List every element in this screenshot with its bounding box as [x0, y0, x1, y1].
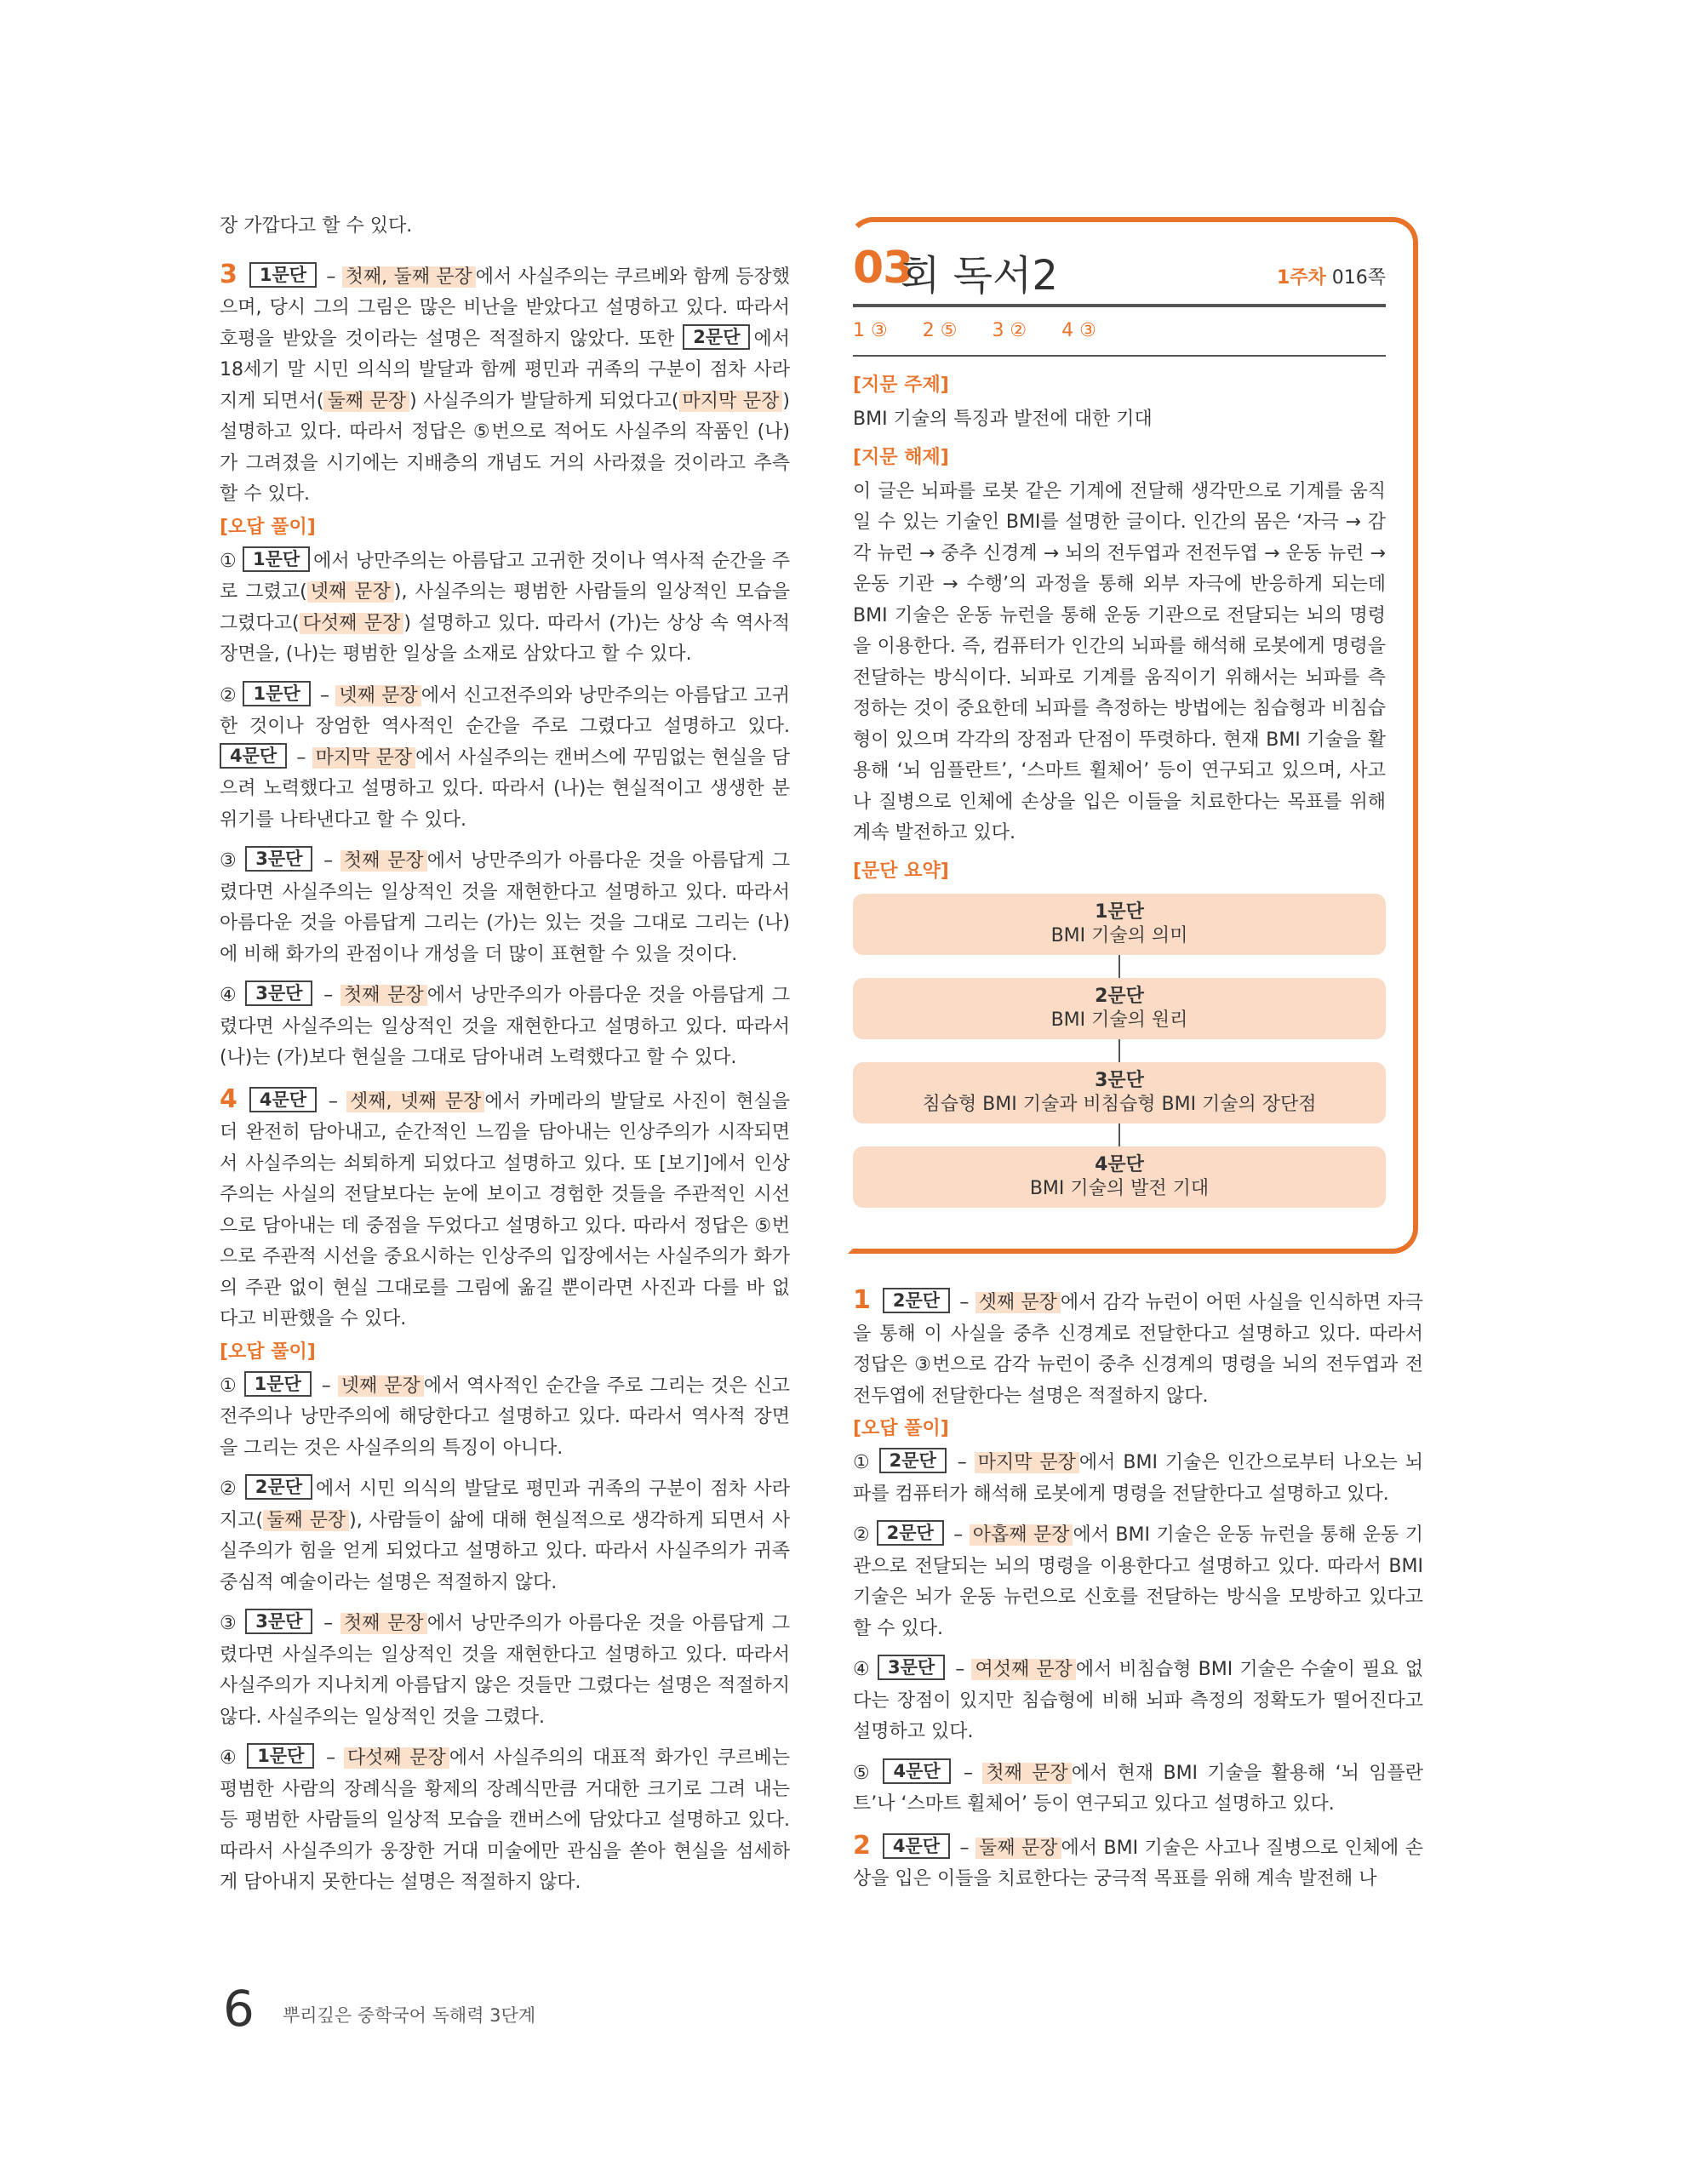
flow-box-4 — [853, 1146, 1386, 1208]
paragraph-tag: 2문단 — [877, 1520, 944, 1546]
question-number: 4 — [220, 1083, 237, 1114]
summary-flow — [853, 894, 1386, 1208]
wrong-answer-item: ① 1문단 에서 낭만주의는 아름답고 고귀한 것이나 역사적 순간을 주로 그렸고( 넷째 문장 ), 사실주의는 평범한 사람들의 일상적인 모습을 그렸다고( 다섯째 문장 ) 설명하고 있다. 따라서 (가)는 상상 속 역사적 장면을, (나)는 평범한 일상을 소재로 삼았다고 할 수 있다. — [220, 546, 790, 671]
question-number: 2 — [853, 1830, 871, 1861]
right-column — [853, 1285, 1423, 1895]
sentence-highlight: 넷째 문장 — [335, 685, 420, 706]
sentence-highlight: 첫째 문장 — [340, 985, 427, 1006]
flow-box-3 — [853, 1062, 1386, 1123]
q4-wrong-list — [220, 1371, 790, 1899]
bracket-text: [보기] — [659, 1152, 710, 1175]
flow-box-1 — [853, 894, 1386, 955]
q3-wrong-title: [오답 풀이] — [220, 516, 316, 538]
left-column — [220, 211, 790, 1899]
flow-connector — [1118, 1039, 1120, 1062]
q3-explanation: 3 1문단 – 첫째, 둘째 문장 에서 사실주의는 쿠르베와 함께 등장했으며, 당시 그의 그림은 많은 비난을 받았다고 설명하고 있다. 따라서 호평을 받았을 것이라는 설명은 적절하지 않았다. 또한 2문단 에서 18세기 말 시민 의식의 발달과 함께 평민과 귀족의 구분이 점차 사라지게 되면서( 둘째 문장 ) 사실주의가 발달하게 되었다고( 마지막 문장 ) 설명하고 있다. 따라서 정답은 ⑤번으로 적어도 사실주의 작품인 (나)가 그려졌을 시기에는 지배층의 개념도 거의 사라졌을 것이라고 추측할 수 있다. — [220, 259, 790, 505]
wrong-answer-item: ② 2문단 – 아홉째 문장 에서 BMI 기술은 운동 뉴런을 통해 운동 기관으로 전달되는 뇌의 명령을 이용한다고 설명하고 있다. 따라서 BMI 기술은 뇌가 운동 뉴런으로 신호를 전달하는 방식을 모방하고 있다고 할 수 있다. — [853, 1520, 1423, 1644]
box-ref-week: 1주차 — [1276, 267, 1326, 289]
sentence-highlight: 첫째 문장 — [340, 1613, 427, 1634]
paragraph-tag: 4문단 — [883, 1758, 950, 1784]
box-page-ref — [1277, 263, 1386, 289]
paragraph-tag: 2문단 — [883, 1288, 950, 1313]
paragraph-tag: 3문단 — [878, 1655, 945, 1680]
paragraph-tag: 1문단 — [247, 1743, 314, 1769]
answer-box — [853, 226, 1386, 1208]
box-ref-page: 016쪽 — [1325, 267, 1386, 289]
answer-4: 4 ③ — [1061, 320, 1096, 341]
explain-text: 이 글은 뇌파를 로봇 같은 기계에 전달해 생각만으로 기계를 움직일 수 있는 기술인 BMI를 설명한 글이다. 인간의 몸은 ‘자극 → 감각 뉴런 → 중추 신경계 → 뇌의 전두엽과 전전두엽 → 운동 뉴런 → 운동 기관 → 수행’의 과정을 통해 외부 자극에 반응하게 되는데 BMI 기술은 운동 뉴런을 통해 운동 기관으로 전달되는 뇌의 명령을 이용한다. 즉, 컴퓨터가 인간의 뇌파를 해석해 로봇에게 명령을 전달하는 방식이다. 뇌파로 기계를 움직이기 위해서는 뇌파를 측정하는 것이 중요한데 뇌파를 측정하는 방법에는 침습형과 비침습형이 있으며 각각의 장점과 단점이 뚜렷하다. 현재 BMI 기술을 활용해 ‘뇌 임플란트’, ‘스마트 휠체어’ 등이 연구되고 있으며, 사고나 질병으로 인체에 손상을 입은 이들을 치료한다는 목표를 위해 계속 발전하고 있다. — [853, 480, 1386, 843]
paragraph-tag: 2문단 — [879, 1448, 947, 1473]
sentence-highlight: 넷째 문장 — [307, 581, 394, 603]
book-title: 뿌리깊은 중학국어 독해력 3단계 — [283, 2005, 536, 2026]
q2-explanation: 2 4문단 – 둘째 문장 에서 BMI 기술은 사고나 질병으로 인체에 손상을 입은 이들을 치료한다는 궁극적 목표를 위해 계속 발전해 나 — [853, 1830, 1423, 1890]
top-text: 장 가깝다고 할 수 있다. — [220, 215, 413, 237]
flow-title: 3문단 — [1095, 1069, 1144, 1091]
sentence-highlight: 다섯째 문장 — [300, 613, 404, 634]
flow-box-2 — [853, 978, 1386, 1039]
wrong-answer-item: ④ 1문단 – 다섯째 문장 에서 사실주의의 대표적 화가인 쿠르베는 평범한 사람의 장례식을 황제의 장례식만큼 거대한 크기로 그려 내는 등 평범한 사람들의 일상적 모습을 캔버스에 담았다고 설명하고 있다. 따라서 사실주의가 웅장한 거대 미술에만 관심을 쏟아 현실을 섬세하게 담아내지 못한다는 설명은 적절하지 않다. — [220, 1743, 790, 1899]
question-number: 3 — [220, 259, 237, 289]
wrong-answer-item: ② 2문단 에서 시민 의식의 발달로 평민과 귀족의 구분이 점차 사라지고( 둘째 문장 ), 사람들이 삶에 대해 현실적으로 생각하게 되면서 사실주의가 힘을 얻게 되었다고 설명하고 있다. 따라서 사실주의가 귀족 중심적 예술이라는 설명은 적절하지 않다. — [220, 1474, 790, 1598]
q1-wrong-title: [오답 풀이] — [853, 1418, 949, 1439]
sentence-highlight: 첫째 문장 — [340, 850, 427, 872]
sentence-highlight: 마지막 문장 — [975, 1452, 1079, 1473]
box-title-number: 03 — [853, 243, 913, 294]
sentence-highlight: 둘째 문장 — [323, 391, 409, 412]
flow-desc: BMI 기술의 의미 — [1050, 924, 1188, 946]
question-number: 1 — [853, 1285, 871, 1315]
flow-title: 4문단 — [1095, 1153, 1144, 1175]
sentence-highlight: 여섯째 문장 — [971, 1659, 1075, 1680]
answer-divider — [853, 355, 1386, 357]
flow-desc: BMI 기술의 원리 — [1050, 1009, 1188, 1031]
flow-connector — [1118, 1123, 1120, 1146]
wrong-answer-item: ④ 3문단 – 첫째 문장 에서 낭만주의가 아름다운 것을 아름답게 그렸다면 사실주의는 일상적인 것을 재현한다고 설명하고 있다. 따라서 (나)는 (가)보다 현실을 그대로 담아내려 노력했다고 할 수 있다. — [220, 981, 790, 1074]
flow-desc: 침습형 BMI 기술과 비침습형 BMI 기술의 장단점 — [922, 1093, 1317, 1115]
paragraph-tag: 1문단 — [243, 681, 310, 706]
sentence-highlight: 둘째 문장 — [263, 1510, 349, 1531]
paragraph-tag: 2문단 — [683, 324, 750, 350]
flow-connector — [1118, 955, 1120, 978]
paragraph-tag: 1문단 — [243, 546, 310, 572]
box-title — [853, 226, 1386, 304]
paragraph-tag: 4문단 — [220, 743, 287, 769]
wrong-answer-item: ① 1문단 – 넷째 문장 에서 역사적인 순간을 주로 그리는 것은 신고전주의나 낭만주의에 해당한다고 설명하고 있다. 따라서 역사적 장면을 그리는 것은 사실주의의 특징이 아니다. — [220, 1371, 790, 1465]
paragraph-tag: 1문단 — [249, 262, 317, 288]
paragraph-tag: 4문단 — [883, 1833, 950, 1859]
sentence-highlight: 셋째 문장 — [975, 1292, 1061, 1313]
answer-key — [853, 307, 1386, 355]
paragraph-tag: 4문단 — [249, 1087, 317, 1112]
paragraph-tag: 3문단 — [245, 846, 312, 872]
answer-3: 3 ② — [992, 320, 1027, 341]
theme-title: [지문 주제] — [853, 374, 949, 396]
paragraph-tag: 1문단 — [244, 1371, 312, 1397]
box-title-name: 회 독서2 — [901, 252, 1058, 300]
flow-title: 1문단 — [1095, 900, 1144, 923]
sentence-highlight: 다섯째 문장 — [344, 1747, 449, 1769]
sentence-highlight: 마지막 문장 — [312, 747, 415, 769]
flow-title: 2문단 — [1095, 985, 1144, 1007]
q1-wrong-list — [853, 1448, 1423, 1821]
paragraph-tag: 3문단 — [245, 1609, 312, 1634]
wrong-answer-item: ④ 3문단 – 여섯째 문장 에서 비침습형 BMI 기술은 수술이 필요 없다는 장점이 있지만 침습형에 비해 뇌파 측정의 정확도가 떨어진다고 설명하고 있다. — [853, 1655, 1423, 1748]
sentence-highlight: 첫째 문장 — [982, 1763, 1071, 1784]
q1-explanation: 1 2문단 – 셋째 문장 에서 감각 뉴런이 어떤 사실을 인식하면 자극을 통해 이 사실을 중추 신경계로 전달한다고 설명하고 있다. 따라서 정답은 ③번으로 감각 뉴런이 중추 신경계의 명령을 뇌의 전두엽과 전전두엽에 전달한다는 설명은 적절하지 않다. — [853, 1285, 1423, 1407]
wrong-answer-item: ③ 3문단 – 첫째 문장 에서 낭만주의가 아름다운 것을 아름답게 그렸다면 사실주의는 일상적인 것을 재현한다고 설명하고 있다. 따라서 아름다운 것을 아름답게 그리는 (가)는 있는 것을 그대로 그리는 (나)에 비해 화가의 관점이나 개성을 더 많이 표현할 수 있을 것이다. — [220, 846, 790, 970]
paragraph-tag: 2문단 — [245, 1474, 312, 1500]
answer-2: 2 ⑤ — [922, 320, 958, 341]
sentence-highlight: 둘째 문장 — [975, 1838, 1061, 1859]
q4-wrong-title: [오답 풀이] — [220, 1341, 316, 1363]
theme-text: BMI 기술의 특징과 발전에 대한 기대 — [853, 409, 1153, 430]
flow-desc: BMI 기술의 발전 기대 — [1029, 1177, 1210, 1199]
answer-1: 1 ③ — [853, 320, 888, 341]
wrong-answer-item: ⑤ 4문단 – 첫째 문장 에서 현재 BMI 기술을 활용해 ‘뇌 임플란트’나 ‘스마트 휠체어’ 등이 연구되고 있다고 설명하고 있다. — [853, 1758, 1423, 1821]
sentence-highlight: 첫째, 둘째 문장 — [342, 266, 476, 288]
q4-explanation: 4 4문단 – 셋째, 넷째 문장 에서 카메라의 발달로 사진이 현실을 더 완전히 담아내고, 순간적인 느낌을 담아내는 인상주의가 시작되면서 사실주의는 쇠퇴하게 되었다고 설명하고 있다. 또 [보기]에서 인상주의는 사실의 전달보다는 눈에 보이고 경험한 것들을 주관적인 시선으로 담아내는 데 중점을 두었다고 설명하고 있다. 따라서 정답은 ⑤번으로 주관적 시선을 중요시하는 인상주의 입장에서는 사실주의가 화가의 주관 없이 현실 그대로를 그림에 옮길 뿐이라면 사진과 다를 바 없다고 비판했을 수 있다. — [220, 1083, 790, 1329]
wrong-answer-item: ② 1문단 – 넷째 문장 에서 신고전주의와 낭만주의는 아름답고 고귀한 것이나 장엄한 역사적인 순간을 주로 그렸다고 설명하고 있다. 4문단 – 마지막 문장 에서 사실주의는 캔버스에 꾸밈없는 현실을 담으려 노력했다고 설명하고 있다. 따라서 (나)는 현실적이고 생생한 분위기를 나타낸다고 할 수 있다. — [220, 681, 790, 837]
sentence-highlight: 아홉째 문장 — [970, 1524, 1073, 1546]
page-number: 6 — [223, 1980, 255, 2038]
q3-wrong-list — [220, 546, 790, 1074]
sentence-highlight: 마지막 문장 — [679, 391, 783, 412]
wrong-answer-item: ① 2문단 – 마지막 문장 에서 BMI 기술은 인간으로부터 나오는 뇌파를 컴퓨터가 해석해 로봇에게 명령을 전달한다고 설명하고 있다. — [853, 1448, 1423, 1510]
explain-title: [지문 해제] — [853, 446, 949, 468]
sentence-highlight: 넷째 문장 — [338, 1375, 424, 1397]
wrong-answer-item: ③ 3문단 – 첫째 문장 에서 낭만주의가 아름다운 것을 아름답게 그렸다면 사실주의는 일상적인 것을 재현한다고 설명하고 있다. 따라서 사실주의가 지나치게 아름답지 않은 것들만 그렸다는 설명은 적절하지 않다. 사실주의는 일상적인 것을 그렸다. — [220, 1609, 790, 1733]
paragraph-tag: 3문단 — [245, 981, 312, 1006]
summary-title: [문단 요약] — [853, 860, 949, 882]
sentence-highlight: 셋째, 넷째 문장 — [346, 1091, 484, 1112]
